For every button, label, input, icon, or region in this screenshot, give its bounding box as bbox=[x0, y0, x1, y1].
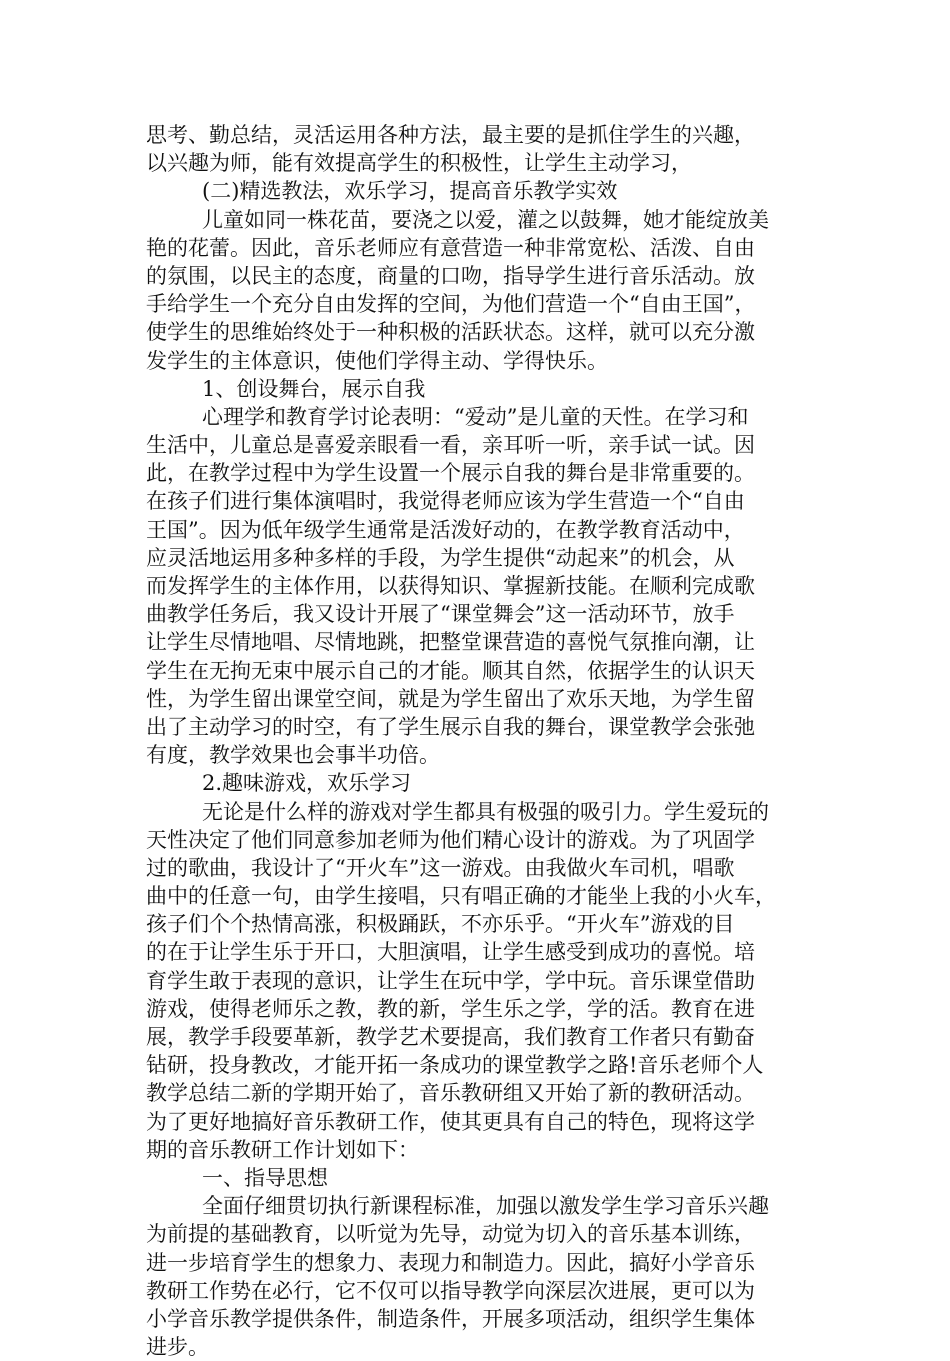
text-line: 进步。 bbox=[146, 1335, 209, 1360]
text-line: 学生在无拘无束中展示自己的才能。顺其自然，依据学生的认识天 bbox=[146, 658, 755, 683]
text-line: 期的音乐教研工作计划如下： bbox=[146, 1137, 419, 1162]
text-line: 手给学生一个充分自由发挥的空间，为他们营造一个“自由王国”， bbox=[146, 292, 756, 317]
text-line: 过的歌曲，我设计了“开火车”这一游戏。由我做火车司机，唱歌 bbox=[146, 855, 735, 880]
document-body bbox=[146, 121, 808, 1361]
text-line: 一、指导思想 bbox=[202, 1165, 328, 1190]
text-line: 钻研，投身教改，才能开拓一条成功的课堂教学之路!音乐老师个人 bbox=[146, 1053, 764, 1078]
text-line: 教学总结二新的学期开始了，音乐教研组又开始了新的教研活动。 bbox=[146, 1081, 755, 1106]
text-line: 王国”。因为低年级学生通常是活泼好动的，在教学教育活动中， bbox=[146, 517, 745, 542]
text-line: 展，教学手段要革新，教学艺术要提高，我们教育工作者只有勤奋 bbox=[146, 1025, 755, 1049]
text-line: 而发挥学生的主体作用，以获得知识、掌握新技能。在顺利完成歌 bbox=[146, 574, 755, 598]
text-line: 为了更好地搞好音乐教研工作，使其更具有自己的特色，现将这学 bbox=[146, 1109, 755, 1134]
text-line: 1、创设舞台，展示自我 bbox=[202, 376, 426, 401]
text-line: 艳的花蕾。因此，音乐老师应有意营造一种非常宽松、活泼、自由 bbox=[146, 235, 755, 260]
text-line: 儿童如同一株花苗，要浇之以爱，灌之以鼓舞，她才能绽放美 bbox=[202, 207, 769, 232]
text-line: 以兴趣为师，能有效提高学生的积极性，让学生主动学习， bbox=[146, 151, 692, 176]
text-line: 思考、勤总结，灵活运用各种方法，最主要的是抓住学生的兴趣， bbox=[146, 123, 755, 147]
text-line: 发学生的主体意识，使他们学得主动、学得快乐。 bbox=[146, 348, 608, 373]
text-line: 的在于让学生乐于开口，大胆演唱，让学生感受到成功的喜悦。培 bbox=[146, 940, 755, 965]
text-line: 应灵活地运用多种多样的手段，为学生提供“动起来”的机会，从 bbox=[146, 545, 735, 570]
text-line: 在孩子们进行集体演唱时，我觉得老师应该为学生营造一个“自由 bbox=[146, 489, 745, 514]
text-line: 曲教学任务后，我又设计开展了“课堂舞会”这一活动环节，放手 bbox=[146, 602, 735, 627]
text-line: 的氛围，以民主的态度，商量的口吻，指导学生进行音乐活动。放 bbox=[146, 263, 755, 288]
text-line: 出了主动学习的时空，有了学生展示自我的舞台，课堂教学会张弛 bbox=[146, 714, 755, 739]
text-line: (二)精选教法，欢乐学习，提高音乐教学实效 bbox=[202, 179, 618, 204]
text-line: 无论是什么样的游戏对学生都具有极强的吸引力。学生爱玩的 bbox=[202, 799, 769, 824]
text-line: 教研工作势在必行，它不仅可以指导教学向深层次进展，更可以为 bbox=[146, 1278, 755, 1303]
text-line: 育学生敢于表现的意识，让学生在玩中学，学中玩。音乐课堂借助 bbox=[146, 968, 755, 993]
text-line: 让学生尽情地唱、尽情地跳，把整堂课营造的喜悦气氛推向潮，让 bbox=[146, 630, 755, 655]
text-line: 天性决定了他们同意参加老师为他们精心设计的游戏。为了巩固学 bbox=[146, 827, 755, 852]
text-line: 进一步培育学生的想象力、表现力和制造力。因此，搞好小学音乐 bbox=[146, 1250, 755, 1275]
text-line: 曲中的任意一句，由学生接唱，只有唱正确的才能坐上我的小火车， bbox=[146, 884, 776, 909]
text-line: 使学生的思维始终处于一种积极的活跃状态。这样，就可以充分激 bbox=[146, 320, 755, 345]
text-line: 生活中，儿童总是喜爱亲眼看一看，亲耳听一听，亲手试一试。因 bbox=[146, 433, 755, 458]
text-line: 性，为学生留出课堂空间，就是为学生留出了欢乐天地，为学生留 bbox=[146, 686, 755, 711]
text-line: 心理学和教育学讨论表明：“爱动”是儿童的天性。在学习和 bbox=[202, 404, 749, 429]
text-line: 小学音乐教学提供条件，制造条件，开展多项活动，组织学生集体 bbox=[146, 1306, 755, 1331]
text-line: 2.趣味游戏，欢乐学习 bbox=[202, 771, 412, 796]
text-line: 此，在教学过程中为学生设置一个展示自我的舞台是非常重要的。 bbox=[146, 461, 755, 486]
text-line: 游戏，使得老师乐之教，教的新，学生乐之学，学的活。教育在进 bbox=[146, 996, 755, 1021]
text-line: 为前提的基础教育，以听觉为先导，动觉为切入的音乐基本训练， bbox=[146, 1222, 755, 1247]
text-line: 有度，教学效果也会事半功倍。 bbox=[146, 743, 440, 768]
text-line: 孩子们个个热情高涨，积极踊跃，不亦乐乎。“开火车”游戏的目 bbox=[146, 912, 735, 937]
text-line: 全面仔细贯切执行新课程标准，加强以激发学生学习音乐兴趣 bbox=[202, 1194, 769, 1219]
